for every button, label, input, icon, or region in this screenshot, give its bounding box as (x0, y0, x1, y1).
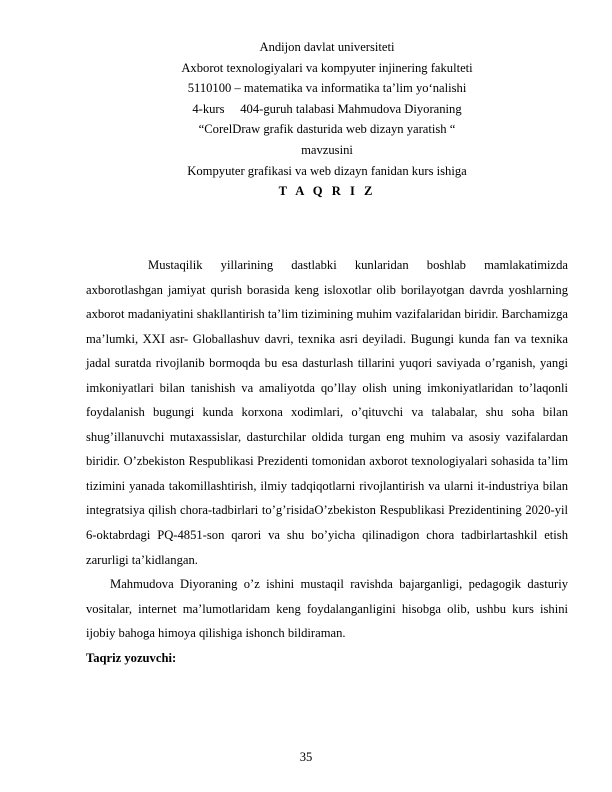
university-line: Andijon davlat universiteti (259, 40, 395, 54)
reviewer-signature-label: Taqriz yozuvchi: (86, 650, 177, 665)
topic-line-continued: mavzusini (301, 142, 353, 157)
specialty-line: 5110100 – matematika va informatika ta’lim yo‘nalishi (187, 81, 467, 96)
page-number: 35 (299, 750, 313, 764)
student-line: 4-kurs 404-guruh talabasi Mahmudova Diyoraning (192, 101, 462, 116)
review-paragraph-1: Mustaqilik yillarining dastlabki kunlaridan boshlab mamlakatimizda axborotlashgan jamiyat qurish borasida keng isloxotlar olib borilayotgan davrda yoshlarning axborot madaniyatini shakllantirish ta’lim tizimining muhim vazifalaridan biridir. Barchamizga ma’lumki, XXI asr- Globallashuv davri, texnika asri deyiladi. Bugungi kunda fan va texnika jadal suratda rivojlanib bormoqda bu esa dasturlash tillarini yuqori saviyada o’rganish, yangi imkoniyatlari bilan tanishish va amaliyotda qo’llay olish uning imkoniyatlaridan to’laqonli foydalanish bugungi kunda korxona xodimlari, o’qituvchi va talabalar, shu soha bilan shug’illanuvchi mutaxassislar, dasturchilar oldida turgan eng muhim va asosiy vazifalardan biridir. O’zbekiston Respublikasi Prezidenti tomonidan axborot texnologiyalari sohasida ta’lim tizimini yanada takomillashtirish, ilmiy tadqiqotlarni rivojlantirish va ularni it-industriya bilan integratsiya qilish chora-tadbirlari to’g’risidaO’zbekiston Respublikasi Prezidentining 2020-yil 6-oktabrdagi PQ-4851-son qarori va shu bo’yicha qilinadigon chora tadbirlartashkil etish zarurligi ta’kidlangan. (86, 258, 568, 567)
topic-line: “CorelDraw grafik dasturida web dizayn yaratish “ (198, 122, 456, 137)
course-line: Kompyuter grafikasi va web dizayn fanidan kurs ishiga (187, 163, 467, 178)
faculty-line: Axborot texnologiyalari va kompyuter injinering fakulteti (181, 60, 473, 75)
review-body (86, 253, 568, 670)
document-header (86, 37, 568, 202)
review-paragraph-2: Mahmudova Diyoraning o’z ishini mustaqil ravishda bajarganligi, pedagogik dasturiy vositalar, internet ma’lumotlaridam keng foydalanganligini hisobga olib, ushbu kurs ishini ijobiy bahoga himoya qilishiga ishonch bildiraman. (86, 577, 568, 641)
document-title: T A Q R I Z (278, 184, 376, 199)
